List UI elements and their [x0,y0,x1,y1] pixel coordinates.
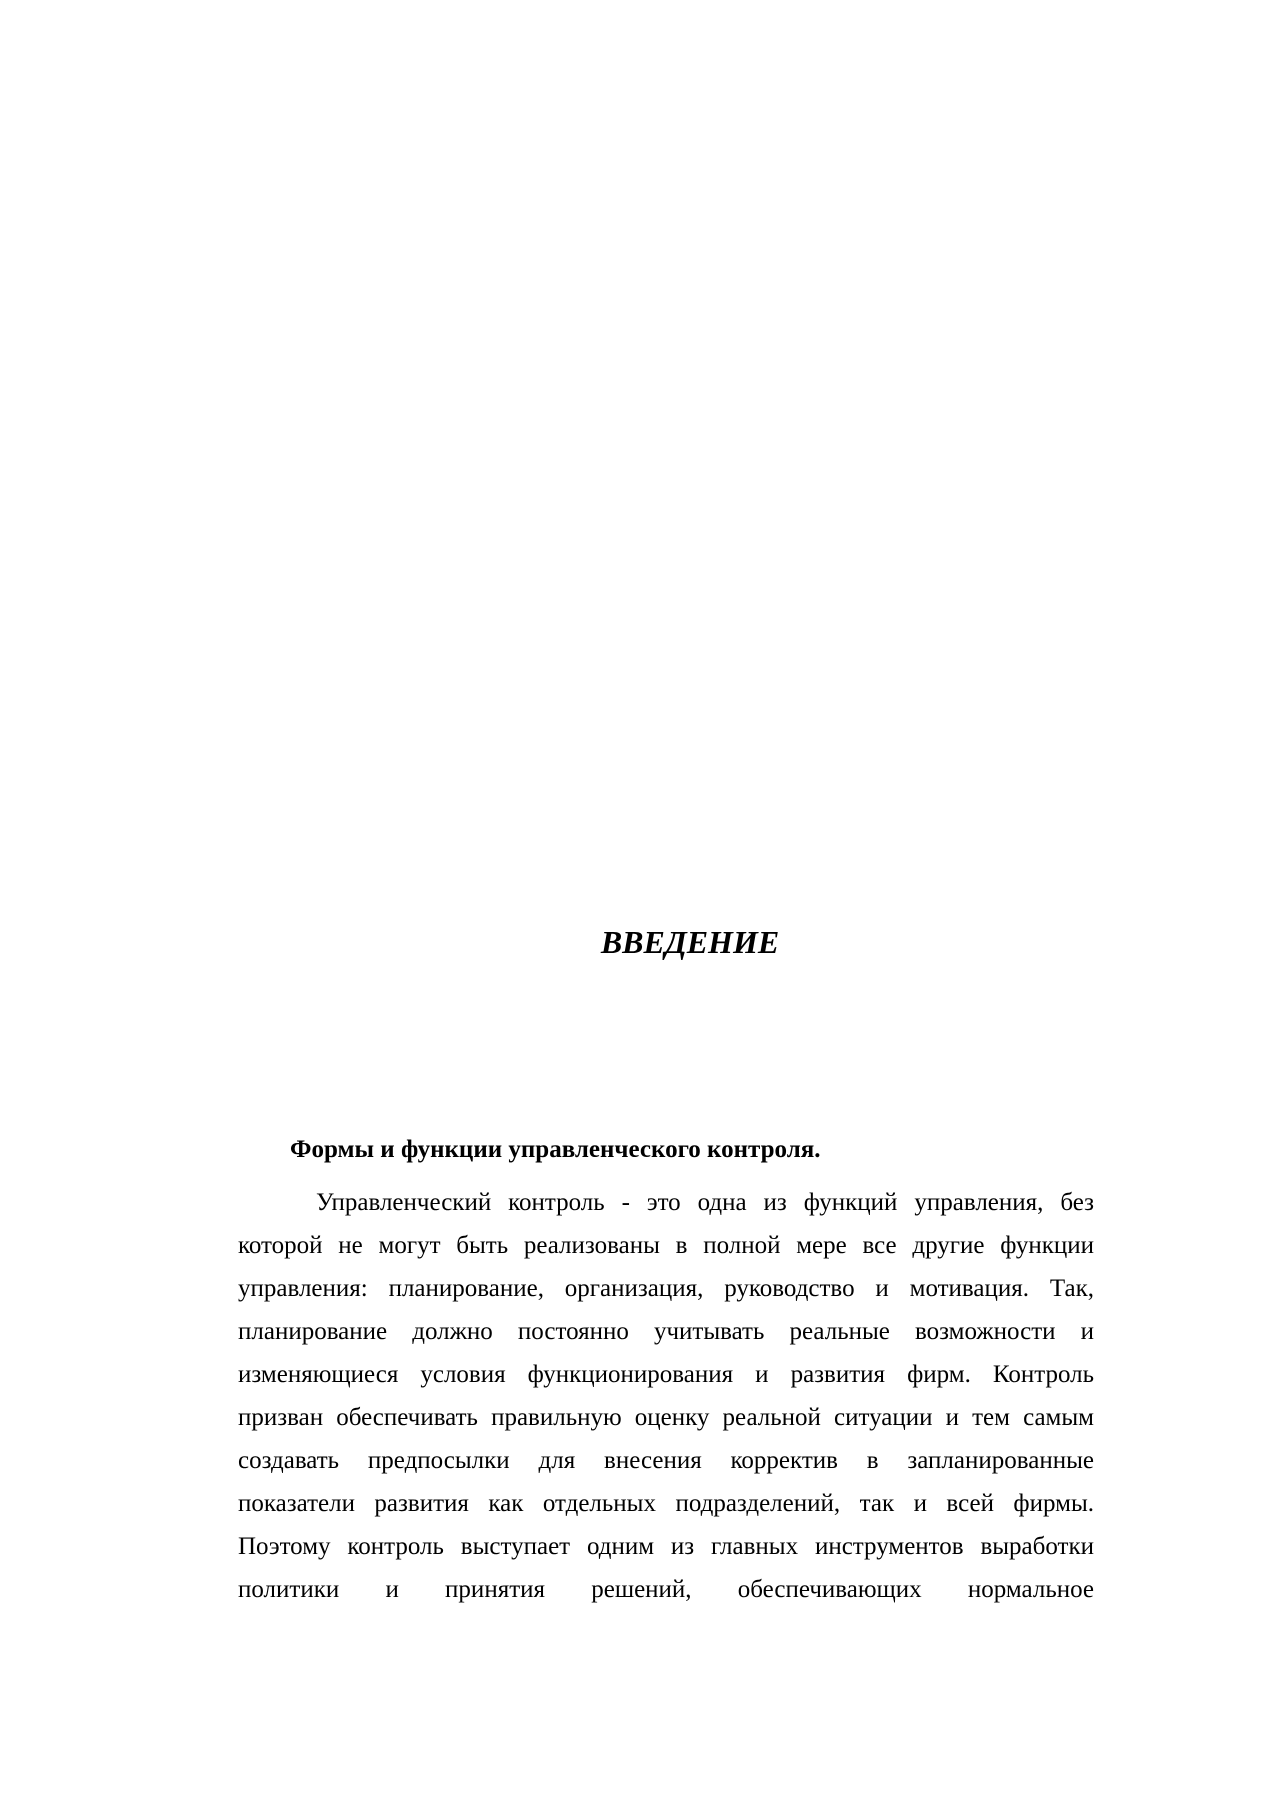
paragraph-line: политики и принятия решений, обеспечивающих нормальное [238,1576,1094,1603]
paragraph-line: изменяющиеся условия функционирования и развития фирм. Контроль [238,1361,1094,1388]
paragraph-line: показатели развития как отдельных подразделений, так и всей фирмы. [238,1490,1094,1517]
paragraph-line: Управленческий контроль - это одна из функций управления, без [316,1189,1094,1216]
paragraph-line: Поэтому контроль выступает одним из главных инструментов выработки [238,1533,1094,1560]
body-paragraph [238,1181,1094,1611]
paragraph-line: управления: планирование, организация, руководство и мотивация. Так, [238,1275,1094,1302]
paragraph-line: которой не могут быть реализованы в полной мере все другие функции [238,1232,1094,1259]
page-title: ВВЕДЕНИЕ [600,924,780,960]
paragraph-line: планирование должно постоянно учитывать реальные возможности и [238,1318,1094,1345]
section-heading: Формы и функции управленческого контроля. [290,1136,821,1163]
paragraph-line: создавать предпосылки для внесения корректив в запланированные [238,1447,1094,1474]
paragraph-line: призван обеспечивать правильную оценку реальной ситуации и тем самым [238,1404,1094,1431]
